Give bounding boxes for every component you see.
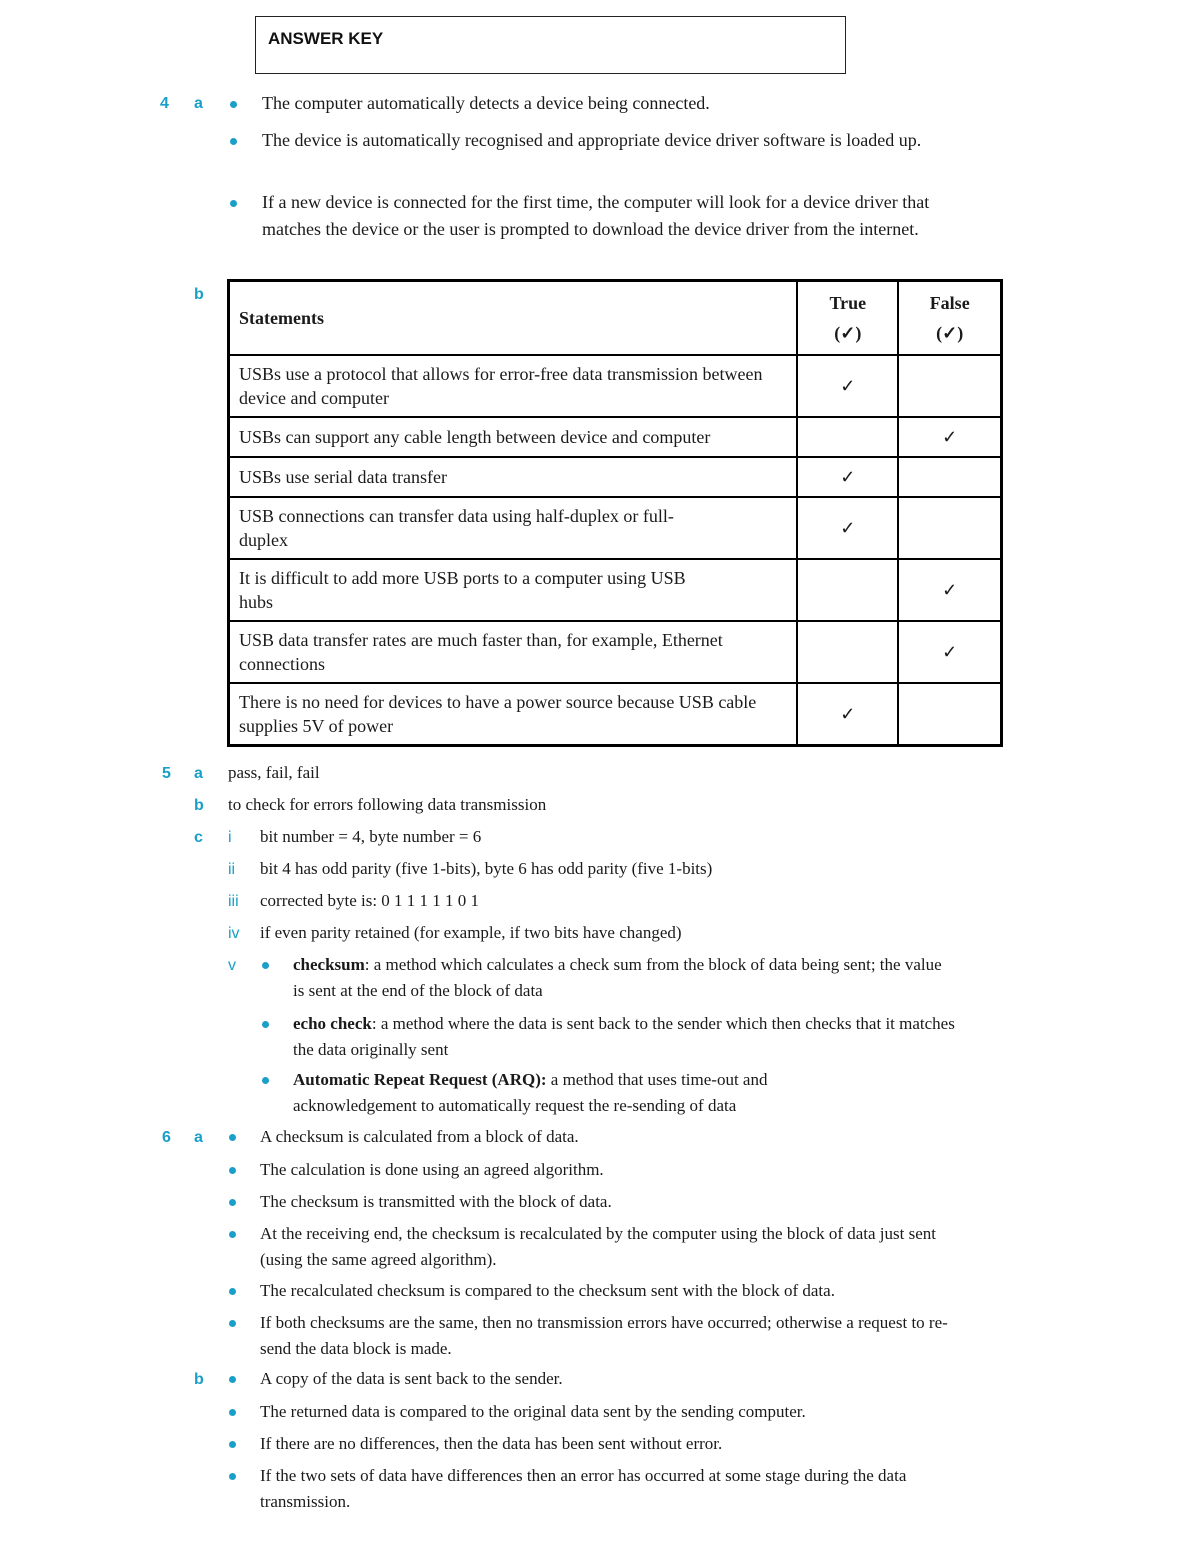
true-check-cell [797, 621, 898, 683]
question-5-number: 5 [162, 765, 171, 782]
bullet-icon [229, 1320, 236, 1327]
q5ciii-answer: corrected byte is: 0 1 1 1 1 1 0 1 [260, 891, 480, 910]
q6a-bullet-5: The recalculated checksum is compared to the checksum sent with the block of data. [260, 1281, 835, 1300]
tick-header-label: (✓) [936, 323, 964, 343]
q5b-answer: to check for errors following data transmission [228, 795, 547, 814]
false-column-header [898, 281, 1001, 356]
q4a-bullet-3: If a new device is connected for the first time, the computer will look for a device driver that matches the device or the user is prompted to download the device driver from the internet. [262, 192, 930, 239]
bullet-icon [262, 962, 269, 969]
statement-cell: USBs use a protocol that allows for error-free data transmission between device and computer [229, 355, 798, 417]
definition-text: : a method which calculates a check sum from the block of data being sent; the value is sent at the end of the block of data [293, 955, 942, 1000]
term-arq: Automatic Repeat Request (ARQ): [293, 1070, 547, 1089]
true-false-table [227, 279, 1003, 747]
bullet-icon [229, 1473, 236, 1480]
q6a-bullet-4: At the receiving end, the checksum is recalculated by the computer using the block of data just sent (using the same agreed algorithm). [260, 1224, 937, 1269]
bullet-icon [262, 1077, 269, 1084]
table-row [229, 559, 1002, 621]
question-6a-label: a [194, 1129, 203, 1146]
q4a-bullet-2: The device is automatically recognised and appropriate device driver software is loaded up. [262, 130, 922, 150]
q5cv-bullet-2 [293, 1011, 958, 1063]
answer-key-title: ANSWER KEY [268, 29, 384, 48]
false-check-cell [898, 355, 1001, 417]
q4a-bullet-1: The computer automatically detects a device being connected. [262, 93, 710, 113]
bullet-icon [229, 1376, 236, 1383]
q5civ-answer: if even parity retained (for example, if two bits have changed) [260, 923, 682, 942]
statement-cell: USB data transfer rates are much faster than, for example, Ethernet connections [229, 621, 798, 683]
question-5ci-label: i [228, 829, 232, 846]
q6a-bullet-1: A checksum is calculated from a block of data. [260, 1127, 579, 1146]
bullet-icon [229, 1409, 236, 1416]
q5cii-answer: bit 4 has odd parity (five 1-bits), byte 6 has odd parity (five 1-bits) [260, 859, 713, 878]
q6a-bullet-3: The checksum is transmitted with the block of data. [260, 1192, 612, 1211]
statement-cell: USBs can support any cable length between device and computer [229, 417, 798, 457]
false-check-cell: ✓ [898, 559, 1001, 621]
false-check-cell [898, 457, 1001, 497]
false-check-cell [898, 497, 1001, 559]
definition-text: : a method where the data is sent back to the sender which then checks that it matches the data originally sent [293, 1014, 955, 1059]
question-5c-label: c [194, 829, 203, 846]
question-4-number: 4 [160, 95, 169, 112]
statement-cell: USBs use serial data transfer [229, 457, 798, 497]
q5cv-bullet-3 [293, 1067, 893, 1119]
true-check-cell: ✓ [797, 355, 898, 417]
answer-key-header [255, 16, 846, 74]
table-row [229, 457, 1002, 497]
false-check-cell: ✓ [898, 621, 1001, 683]
q6b-bullet-3: If there are no differences, then the data has been sent without error. [260, 1434, 723, 1453]
table-row [229, 497, 1002, 559]
bullet-icon [262, 1021, 269, 1028]
bullet-icon [229, 1134, 236, 1141]
question-5civ-label: iv [228, 925, 240, 942]
question-5cv-label: v [228, 957, 236, 974]
q6a-bullet-2: The calculation is done using an agreed algorithm. [260, 1160, 604, 1179]
statement-cell: It is difficult to add more USB ports to a computer using USB hubs [229, 559, 798, 621]
q6b-bullet-2: The returned data is compared to the original data sent by the sending computer. [260, 1402, 806, 1421]
false-check-cell: ✓ [898, 417, 1001, 457]
q6b-bullet-1: A copy of the data is sent back to the sender. [260, 1369, 563, 1388]
table-row [229, 621, 1002, 683]
bullet-icon [230, 200, 237, 207]
q5a-answer: pass, fail, fail [228, 763, 320, 782]
table-row [229, 683, 1002, 746]
question-6b-label: b [194, 1371, 204, 1388]
q6b-bullet-4: If the two sets of data have differences then an error has occurred at some stage during the data transmission. [260, 1466, 907, 1511]
statement-cell: There is no need for devices to have a power source because USB cable supplies 5V of power [229, 683, 798, 746]
table-row [229, 417, 1002, 457]
bullet-icon [230, 101, 237, 108]
bullet-icon [230, 138, 237, 145]
term-echo-check: echo check [293, 1014, 372, 1033]
false-check-cell [898, 683, 1001, 746]
question-5ciii-label: iii [228, 893, 239, 910]
bullet-icon [229, 1167, 236, 1174]
question-6-number: 6 [162, 1129, 171, 1146]
statements-column-header: Statements [229, 281, 798, 356]
bullet-icon [229, 1231, 236, 1238]
q5cv-bullet-1 [293, 952, 953, 1004]
question-5b-label: b [194, 797, 204, 814]
false-header-label: False [929, 293, 970, 313]
tick-header-label: (✓) [834, 323, 862, 343]
question-4b-label: b [194, 286, 204, 303]
bullet-icon [229, 1199, 236, 1206]
statement-cell: USB connections can transfer data using half-duplex or full-duplex [229, 497, 798, 559]
true-check-cell: ✓ [797, 683, 898, 746]
table-header-row [229, 281, 1002, 356]
true-column-header [797, 281, 898, 356]
true-check-cell: ✓ [797, 497, 898, 559]
q5ci-answer: bit number = 4, byte number = 6 [260, 827, 482, 846]
term-checksum: checksum [293, 955, 365, 974]
question-5cii-label: ii [228, 861, 236, 878]
bullet-icon [229, 1441, 236, 1448]
true-check-cell [797, 559, 898, 621]
definition-text: a method that uses time-out and acknowledgement to automatically request the re-sending of data [293, 1070, 768, 1115]
true-header-label: True [829, 293, 867, 313]
bullet-icon [229, 1288, 236, 1295]
true-check-cell: ✓ [797, 457, 898, 497]
question-5a-label: a [194, 765, 203, 782]
question-4a-label: a [194, 95, 203, 112]
table-row [229, 355, 1002, 417]
q6a-bullet-6: If both checksums are the same, then no transmission errors have occurred; otherwise a request to re-send the data block is made. [260, 1313, 948, 1358]
true-check-cell [797, 417, 898, 457]
